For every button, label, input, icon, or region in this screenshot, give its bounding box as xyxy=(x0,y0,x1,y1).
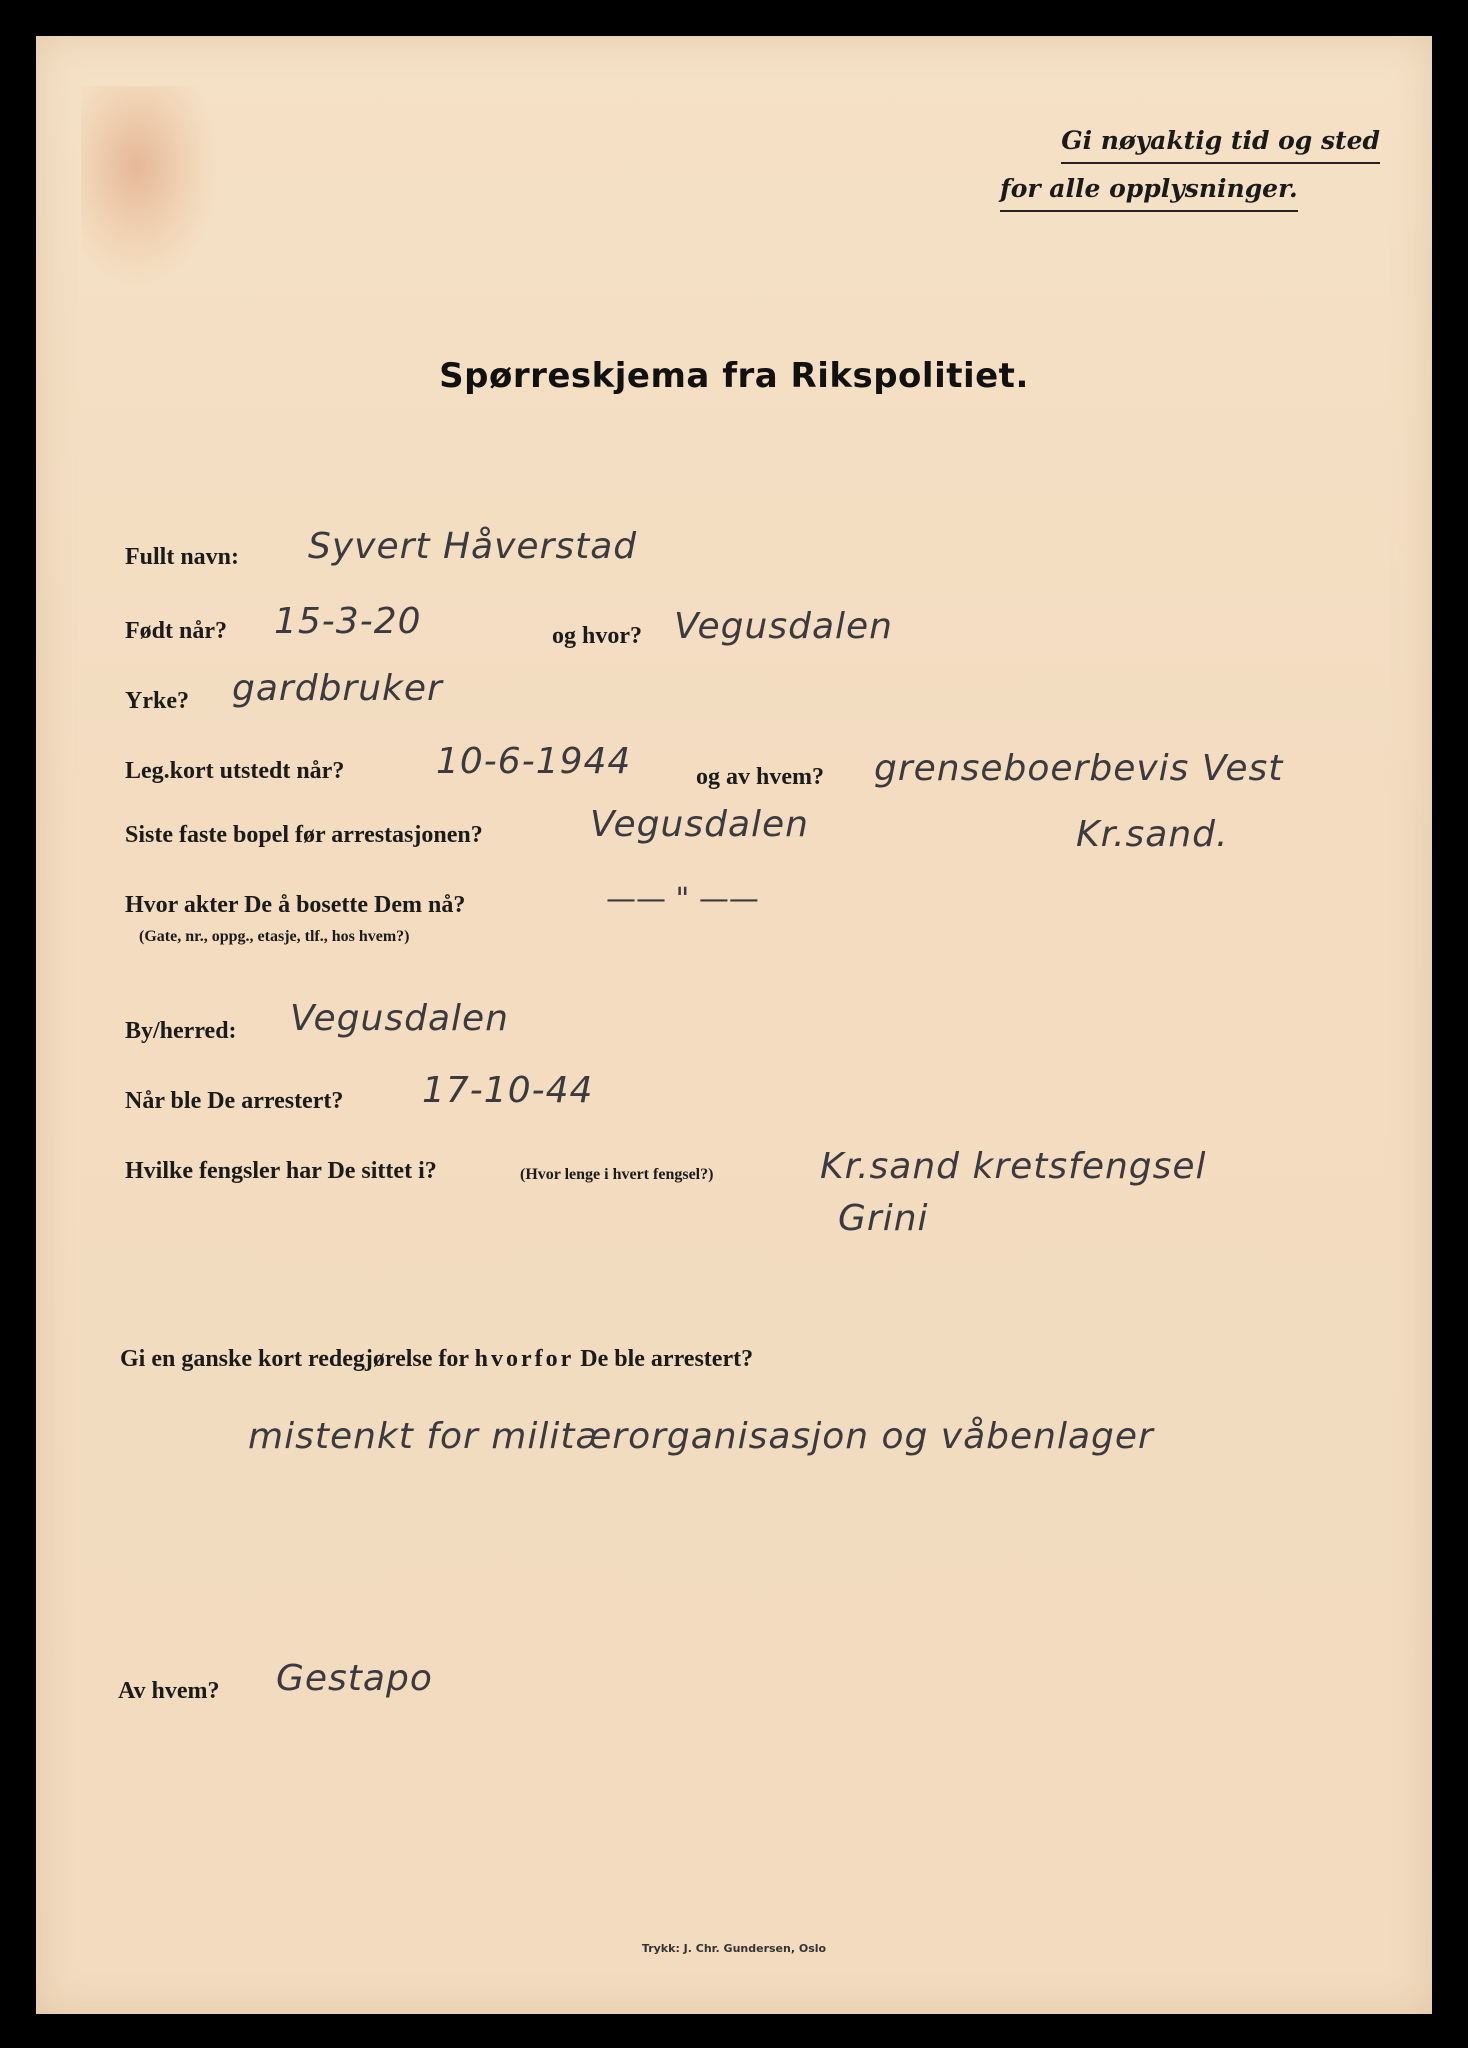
printer-imprint: Trykk: J. Chr. Gundersen, Oslo xyxy=(641,1942,827,1955)
settle-value: —— " —— xyxy=(606,882,759,917)
reason-label-b: hvorfor xyxy=(474,1346,575,1372)
job-label: Yrke? xyxy=(125,688,189,714)
job-value: gardbruker xyxy=(232,668,443,709)
prisons-sublabel: (Hvor lenge i hvert fengsel?) xyxy=(520,1166,714,1183)
arrested-label: Når ble De arrestert? xyxy=(125,1088,344,1114)
town-label: By/herred: xyxy=(125,1018,237,1044)
born-label: Født når? xyxy=(125,618,227,644)
form-paper xyxy=(36,36,1432,2014)
by-whom-value: Gestapo xyxy=(276,1658,433,1699)
settle-label: Hvor akter De å bosette Dem nå? xyxy=(125,892,466,918)
id-issued-value: 10-6-1944 xyxy=(436,741,632,782)
settle-sublabel: (Gate, nr., oppg., etasje, tlf., hos hvem?) xyxy=(139,928,410,945)
instruction-notice xyxy=(1000,120,1380,216)
reason-label xyxy=(120,1346,753,1373)
by-whom-label: Av hvem? xyxy=(118,1678,220,1704)
id-issuer-value-cont: Kr.sand. xyxy=(1076,814,1229,855)
residence-label: Siste faste bopel før arrestasjonen? xyxy=(125,822,483,848)
arrested-value: 17-10-44 xyxy=(422,1070,594,1111)
reason-label-c: De ble arrestert? xyxy=(580,1346,754,1372)
name-value: Syvert Håverstad xyxy=(308,526,638,567)
born-where-label: og hvor? xyxy=(552,623,642,649)
prisons-value-2: Grini xyxy=(838,1198,929,1239)
residence-value: Vegusdalen xyxy=(590,804,809,845)
prisons-value-1: Kr.sand kretsfengsel xyxy=(820,1146,1207,1187)
id-issued-label: Leg.kort utstedt når? xyxy=(125,758,345,784)
reason-label-a: Gi en ganske kort redegjørelse for xyxy=(120,1346,469,1372)
prisons-label: Hvilke fengsler har De sittet i? xyxy=(125,1158,437,1184)
notice-line-1: Gi nøyaktig tid og sted xyxy=(1061,120,1380,164)
reason-value: mistenkt for militærorganisasjon og våbenlager xyxy=(248,1416,1154,1457)
notice-line-2: for alle opplysninger. xyxy=(1000,168,1298,212)
town-value: Vegusdalen xyxy=(290,998,509,1039)
id-issuer-label: og av hvem? xyxy=(696,764,824,790)
paper-stain xyxy=(81,86,221,286)
born-value: 15-3-20 xyxy=(274,601,422,642)
form-title: Spørreskjema fra Rikspolitiet. xyxy=(439,356,1029,396)
born-where-value: Vegusdalen xyxy=(674,606,893,647)
id-issuer-value: grenseboerbevis Vest xyxy=(874,748,1284,789)
name-label: Fullt navn: xyxy=(125,544,240,570)
